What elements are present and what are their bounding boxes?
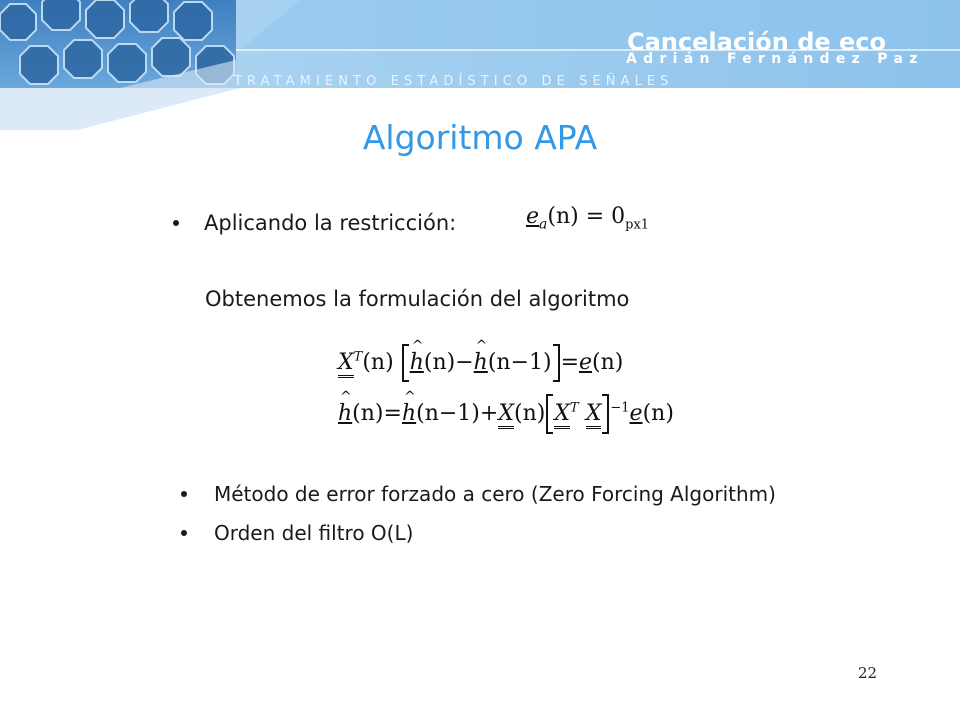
presentation-title: Cancelación de eco bbox=[627, 28, 887, 56]
eq1-hat-icon-2: ^ bbox=[475, 338, 488, 354]
eq1-equals: = bbox=[560, 350, 580, 375]
eq1-arg-n-inner: (n) bbox=[423, 350, 456, 375]
eq2-arg-e: (n) bbox=[642, 401, 674, 426]
eq2-arg-n: (n) bbox=[352, 401, 384, 426]
eq2-transpose: T bbox=[570, 400, 579, 416]
eq2-X-3: X bbox=[586, 401, 602, 429]
eq1-transpose: T bbox=[353, 349, 363, 365]
eq1-h-hat-2 bbox=[473, 338, 488, 375]
page-number: 22 bbox=[858, 664, 878, 682]
slide-title: Algoritmo APA bbox=[362, 118, 598, 157]
eq1-e: e bbox=[579, 350, 593, 375]
eq1-rhs-arg: (n) bbox=[592, 350, 624, 375]
eq1-bracket-close bbox=[553, 344, 560, 382]
eq2-e: e bbox=[629, 401, 643, 426]
bullet-restriction-text: Aplicando la restricción: bbox=[204, 211, 457, 235]
bullet-icon bbox=[170, 217, 182, 229]
equation-1 bbox=[338, 338, 624, 382]
bullet-icon bbox=[178, 527, 190, 539]
eq2-h-symbol-2: h bbox=[401, 401, 417, 426]
eq2-arg-n-x: (n) bbox=[514, 401, 546, 426]
eq2-h-hat bbox=[338, 389, 353, 426]
formulation-intro: Obtenemos la formulación del algoritmo bbox=[205, 287, 630, 311]
eq2-equals: = bbox=[383, 401, 402, 426]
eq1-minus: − bbox=[455, 350, 474, 375]
restriction-subscript-a: a bbox=[539, 216, 548, 233]
restriction-formula bbox=[526, 204, 649, 232]
restriction-arg: (n) = 0 bbox=[547, 204, 626, 229]
restriction-symbol-e: e bbox=[526, 204, 540, 229]
equation-2 bbox=[338, 389, 674, 434]
bullet-zero-forcing-text: Método de error forzado a cero (Zero Forcing Algorithm) bbox=[214, 482, 776, 506]
restriction-subscript-px1: px1 bbox=[625, 217, 650, 233]
eq2-X: X bbox=[498, 401, 514, 429]
author-name: Adrián Fernández Paz bbox=[626, 51, 924, 67]
eq2-inverse: −1 bbox=[610, 400, 630, 416]
eq1-hat-icon: ^ bbox=[411, 338, 424, 354]
eq1-h-symbol: h bbox=[409, 350, 424, 375]
eq1-h-symbol-2: h bbox=[473, 350, 488, 375]
eq2-plus: + bbox=[479, 401, 499, 426]
eq2-h-symbol: h bbox=[338, 401, 353, 426]
eq2-arg-n-minus-1: (n−1) bbox=[416, 401, 480, 426]
eq2-bracket-close bbox=[602, 394, 609, 434]
bullet-filter-order-text: Orden del filtro O(L) bbox=[214, 521, 414, 545]
eq2-bracket-open bbox=[546, 394, 553, 434]
bullet-zero-forcing bbox=[178, 482, 776, 506]
eq1-h-hat bbox=[409, 338, 424, 375]
eq1-X: X bbox=[338, 350, 354, 378]
eq2-hat-icon-2: ^ bbox=[403, 389, 416, 405]
eq1-arg-n: (n) bbox=[362, 350, 394, 375]
bullet-restriction bbox=[170, 211, 456, 235]
course-name: TRATAMIENTO ESTADÍSTICO DE SEÑALES bbox=[234, 74, 674, 89]
eq2-hat-icon: ^ bbox=[340, 389, 352, 405]
bullet-icon bbox=[178, 488, 190, 500]
bullet-filter-order bbox=[178, 521, 413, 545]
eq2-X-2: X bbox=[554, 401, 570, 429]
eq1-arg-n-minus-1: (n−1) bbox=[487, 350, 552, 375]
eq2-h-hat-2 bbox=[401, 389, 417, 426]
eq1-bracket-open bbox=[402, 344, 409, 382]
